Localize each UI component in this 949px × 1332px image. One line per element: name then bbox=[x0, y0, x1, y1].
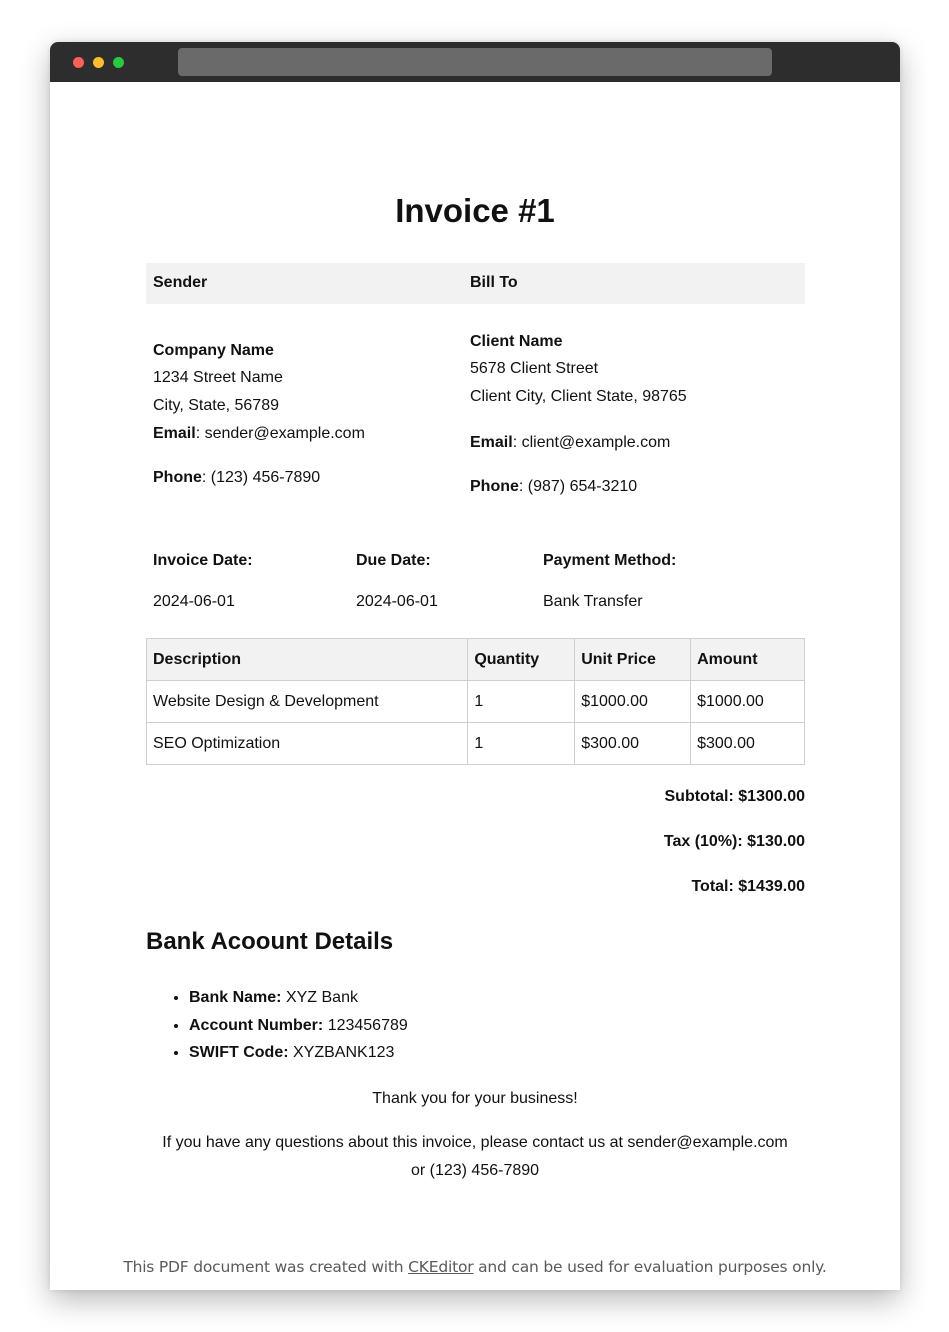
client-street: 5678 Client Street bbox=[470, 360, 599, 377]
client-name: Client Name bbox=[470, 333, 563, 350]
column-header-description: Description bbox=[147, 639, 468, 681]
sender-city: City, State, 56789 bbox=[153, 397, 279, 414]
invoice-date-label: Invoice Date: bbox=[153, 552, 253, 569]
sender-email: sender@example.com bbox=[204, 425, 365, 442]
item-unit-price: $1000.00 bbox=[575, 681, 691, 723]
swift-code-label: SWIFT Code: bbox=[189, 1044, 289, 1061]
footer-suffix: and can be used for evaluation purposes only. bbox=[473, 1258, 827, 1276]
payment-method: Bank Transfer bbox=[543, 593, 643, 610]
list-item bbox=[189, 1039, 408, 1067]
table-row bbox=[147, 723, 805, 765]
column-header-amount: Amount bbox=[691, 639, 805, 681]
subtotal: Subtotal: $1300.00 bbox=[664, 788, 805, 805]
client-email-label: Email bbox=[470, 434, 513, 451]
sender-phone-label: Phone bbox=[153, 469, 202, 486]
bank-name-label: Bank Name: bbox=[189, 989, 282, 1006]
bank-name-value: XYZ Bank bbox=[285, 989, 358, 1006]
client-city: Client City, Client State, 98765 bbox=[470, 388, 687, 405]
item-amount: $300.00 bbox=[691, 723, 805, 765]
table-row bbox=[147, 681, 805, 723]
sender-phone: (123) 456-7890 bbox=[210, 469, 321, 486]
footer-prefix: This PDF document was created with bbox=[123, 1258, 409, 1276]
item-amount: $1000.00 bbox=[691, 681, 805, 723]
table-header-row bbox=[147, 639, 805, 681]
title-bar bbox=[50, 42, 900, 82]
ckeditor-link[interactable]: CKEditor bbox=[408, 1258, 474, 1276]
invoice-document bbox=[50, 82, 900, 1290]
invoice-date: 2024-06-01 bbox=[153, 593, 235, 610]
evaluation-footer-note bbox=[50, 1258, 900, 1276]
column-header-quantity: Quantity bbox=[468, 639, 575, 681]
payment-method-label: Payment Method: bbox=[543, 552, 677, 569]
bank-details-title: Bank Acoount Details bbox=[146, 928, 394, 955]
sender-email-line: Email: sender@example.com bbox=[153, 425, 365, 442]
browser-window bbox=[50, 42, 900, 1290]
due-date-label: Due Date: bbox=[356, 552, 431, 569]
maximize-window-icon[interactable] bbox=[113, 57, 124, 68]
column-header-unit-price: Unit Price bbox=[575, 639, 691, 681]
sender-email-label: Email bbox=[153, 425, 196, 442]
sender-company-name: Company Name bbox=[153, 342, 274, 359]
due-date: 2024-06-01 bbox=[356, 593, 438, 610]
item-description: Website Design & Development bbox=[147, 681, 468, 723]
client-email-line: Email: client@example.com bbox=[470, 434, 671, 451]
sender-phone-line: Phone: (123) 456-7890 bbox=[153, 469, 321, 486]
line-items-table bbox=[146, 638, 805, 765]
list-item bbox=[189, 984, 408, 1012]
client-phone-line: Phone: (987) 654-3210 bbox=[470, 478, 638, 495]
item-quantity: 1 bbox=[468, 681, 575, 723]
swift-code-value: XYZBANK123 bbox=[293, 1044, 395, 1061]
minimize-window-icon[interactable] bbox=[93, 57, 104, 68]
billto-header: Bill To bbox=[470, 274, 518, 291]
address-bar[interactable] bbox=[178, 48, 772, 76]
account-number-label: Account Number: bbox=[189, 1016, 324, 1034]
client-phone-label: Phone bbox=[470, 478, 519, 495]
account-number-value: 123456789 bbox=[327, 1016, 408, 1034]
sender-street: 1234 Street Name bbox=[153, 369, 283, 386]
total: Total: $1439.00 bbox=[691, 878, 805, 895]
tax: Tax (10%): $130.00 bbox=[663, 833, 805, 850]
party-header-row bbox=[146, 263, 805, 304]
contact-line-2: or (123) 456-7890 bbox=[410, 1162, 540, 1179]
list-item bbox=[189, 1012, 408, 1040]
client-email: client@example.com bbox=[521, 434, 671, 451]
bank-details-list bbox=[146, 984, 408, 1067]
sender-header: Sender bbox=[153, 274, 208, 291]
item-quantity: 1 bbox=[468, 723, 575, 765]
close-window-icon[interactable] bbox=[73, 57, 84, 68]
item-description: SEO Optimization bbox=[147, 723, 468, 765]
thank-you-text: Thank you for your business! bbox=[372, 1090, 578, 1107]
item-unit-price: $300.00 bbox=[575, 723, 691, 765]
client-phone: (987) 654-3210 bbox=[527, 478, 638, 495]
invoice-title: Invoice #1 bbox=[395, 192, 555, 229]
contact-line-1: If you have any questions about this invoice, please contact us at sender@example.com bbox=[162, 1134, 788, 1151]
